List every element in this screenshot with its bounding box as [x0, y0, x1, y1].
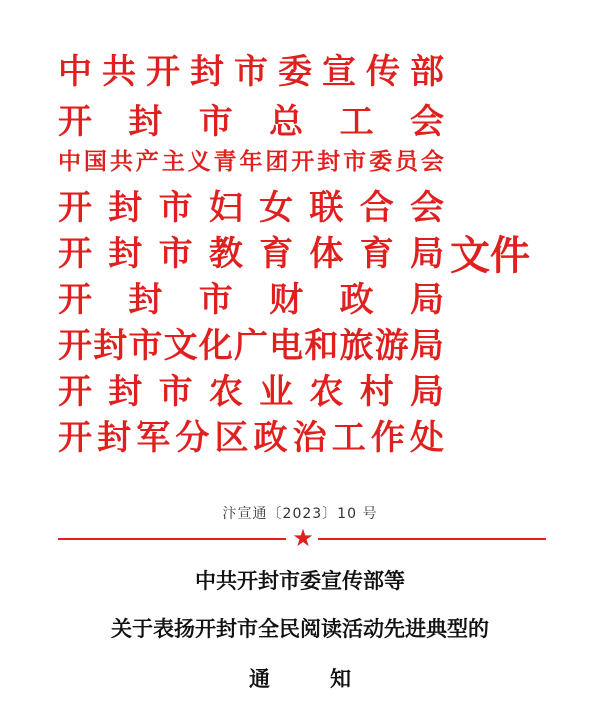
issuer-propaganda-dept: 中 共 开 封 市 委 宣 传 部 — [58, 52, 444, 92]
star-icon: ★ — [292, 524, 314, 552]
title-line-1: 中共开封市委宣传部等 — [195, 569, 405, 593]
issuer-culture-tourism-bureau: 开封市文化广电和旅游局 — [58, 326, 444, 366]
document-number: 汴宣通〔2023〕10 号 — [222, 506, 378, 522]
issuer-federation-of-trade-unions: 开 封 市 总 工 会 — [58, 102, 444, 142]
red-divider-right — [318, 538, 546, 540]
issuer-womens-federation: 开 封 市 妇 女 联 合 会 — [58, 188, 444, 228]
title-line-2: 关于表扬开封市全民阅读活动先进典型的 — [111, 617, 489, 641]
issuer-youth-league: 中 国 共 产 主 义 青 年 团 开 封 市 委 员 会 — [58, 149, 444, 175]
red-divider-left — [58, 538, 286, 540]
document-suffix: 文件 — [450, 233, 530, 279]
issuer-finance-bureau: 开 封 市 财 政 局 — [58, 280, 444, 320]
title-line-3: 通知 — [249, 667, 411, 691]
issuer-education-sports-bureau: 开 封 市 教 育 体 育 局 — [58, 234, 444, 274]
issuer-agriculture-bureau: 开 封 市 农 业 农 村 局 — [58, 372, 444, 412]
issuer-military-political-office: 开 封 军 分 区 政 治 工 作 处 — [58, 418, 444, 458]
